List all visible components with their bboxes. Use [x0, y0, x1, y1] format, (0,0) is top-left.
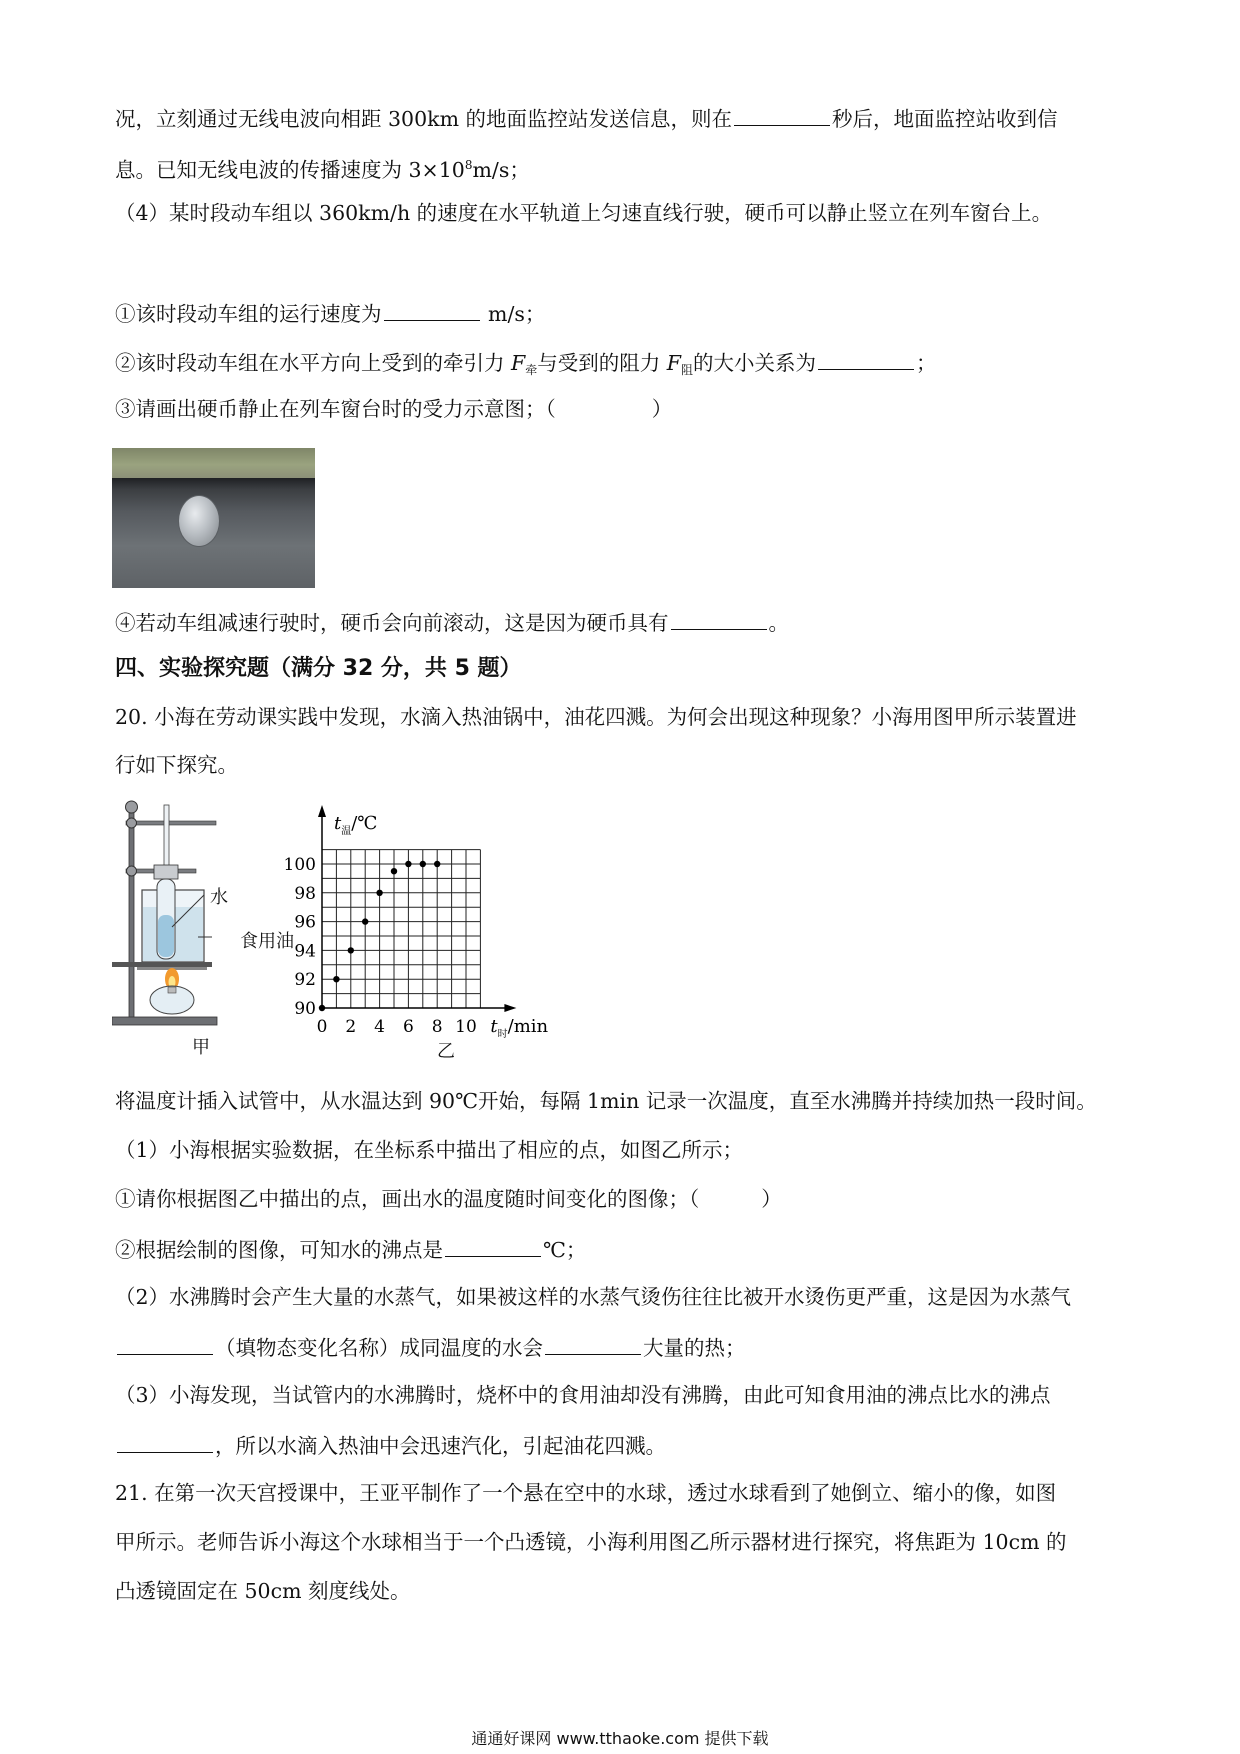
data-point: [434, 861, 440, 867]
q20-text: ②根据绘制的图像，可知水的沸点是: [115, 1238, 443, 1262]
q19-sub-1: [115, 298, 1125, 328]
q20-text: ℃；: [543, 1238, 587, 1262]
q20-part-2-line-1: （2）水沸腾时会产生大量的水蒸气，如果被这样的水蒸气烫伤往往比被开水烫伤更严重，这是因为水蒸气: [115, 1285, 1072, 1309]
data-point: [362, 918, 368, 924]
caption-yi: 乙: [437, 1041, 455, 1062]
x-tick-label: 2: [345, 1017, 357, 1037]
y-tick-label: 100: [283, 855, 316, 875]
x-tick-label: 4: [374, 1017, 386, 1037]
data-point: [348, 947, 354, 953]
x-tick-label: 0: [316, 1017, 328, 1037]
answer-blank[interactable]: [818, 347, 914, 370]
answer-blank[interactable]: [117, 1430, 213, 1453]
q19-text: 。: [768, 611, 789, 635]
x-tick-label: 8: [431, 1017, 443, 1037]
page-footer: 通通好课网 www.tthaoke.com 提供下载: [471, 1729, 769, 1748]
y-tick-label: 96: [294, 912, 316, 933]
q20-intro-1: 20. 小海在劳动课实践中发现，水滴入热油锅中，油花四溅。为何会出现这种现象？小海用图甲所示装置进: [115, 705, 1077, 729]
q20-procedure: 将温度计插入试管中，从水温达到 90℃开始，每隔 1min 记录一次温度，直至水沸腾并持续加热一段时间。: [115, 1089, 1097, 1113]
q19-text: 况，立刻通过无线电波向相距 300km 的地面监控站发送信息，则在: [115, 107, 733, 131]
q19-line-2: [115, 151, 1125, 184]
section-heading: 四、实验探究题（满分 32 分，共 5 题）: [115, 656, 522, 681]
y-tick-label: 98: [294, 883, 316, 904]
answer-blank[interactable]: [445, 1234, 541, 1257]
data-point: [420, 861, 426, 867]
q19-text: ③请画出硬币静止在列车窗台时的受力示意图；（: [115, 397, 556, 421]
coin-on-windowsill-photo: [112, 448, 315, 588]
q19-part-4: [115, 199, 1125, 227]
q19-text: ；: [916, 351, 937, 375]
force-subscript: 牵: [525, 363, 538, 377]
answer-blank[interactable]: [671, 607, 767, 630]
q19-text: 秒后，地面监控站收到信: [832, 107, 1058, 131]
q20-figures: [112, 795, 592, 1063]
data-point: [376, 890, 382, 896]
chart-grid: [322, 850, 480, 1008]
label-oil: 食用油: [240, 931, 294, 952]
force-symbol: F: [511, 351, 526, 375]
q20-text: （填物态变化名称）成同温度的水会: [215, 1336, 543, 1360]
q19-line-1: [115, 103, 1125, 133]
q19-text: ④若动车组减速行驶时，硬币会向前滚动，这是因为硬币具有: [115, 611, 669, 635]
y-axis-arrow: [318, 805, 326, 817]
temperature-chart: [282, 795, 582, 1063]
q19-text: 的大小关系为: [693, 351, 817, 375]
q20-part-2-line-2: [115, 1332, 1125, 1362]
q19-text: ①该时段动车组的运行速度为: [115, 302, 382, 326]
answer-blank[interactable]: [384, 298, 480, 321]
answer-blank[interactable]: [734, 103, 830, 126]
q20-part-1-2: [115, 1234, 1125, 1264]
force-symbol: F: [666, 351, 682, 375]
q20-part-1: （1）小海根据实验数据，在坐标系中描出了相应的点，如图乙所示；: [115, 1138, 744, 1162]
exponent: 8: [464, 158, 473, 172]
q19-text: （4）某时段动车组以 360km/h 的速度在水平轨道上匀速直线行驶，硬币可以静止竖立在列车窗台上。: [115, 201, 1053, 225]
q19-text: m/s；: [472, 158, 530, 182]
q21-line-3: 凸透镜固定在 50cm 刻度线处。: [115, 1579, 411, 1603]
q20-text: ，所以水滴入热油中会迅速汽化，引起油花四溅。: [215, 1434, 666, 1458]
q20-part-3-line-1: （3）小海发现，当试管内的水沸腾时，烧杯中的食用油却没有沸腾，由此可知食用油的沸点比水的沸点: [115, 1383, 1051, 1407]
q20-text: 大量的热；: [643, 1336, 746, 1360]
y-tick-label: 94: [294, 941, 316, 962]
x-tick-label: 6: [402, 1017, 414, 1037]
y-tick-label: 92: [294, 970, 316, 991]
answer-blank[interactable]: [545, 1332, 641, 1355]
q20-text: ）: [761, 1187, 782, 1211]
x-axis-arrow: [504, 1004, 516, 1012]
chart-ticks: [284, 855, 477, 1037]
q19-sub-3: [115, 395, 1125, 423]
q19-sub-2: [115, 347, 1125, 384]
q21-line-2: 甲所示。老师告诉小海这个水球相当于一个凸透镜，小海利用图乙所示器材进行探究，将焦距为 10cm 的: [115, 1530, 1067, 1554]
q20-part-3-line-2: [115, 1430, 1125, 1460]
data-point: [391, 868, 397, 874]
q20-text: ①请你根据图乙中描出的点，画出水的温度随时间变化的图像；（: [115, 1187, 700, 1211]
window-frame: [112, 478, 315, 490]
q19-text: 与受到的阻力: [537, 351, 667, 375]
y-axis-label: $t_温/℃$: [334, 813, 378, 837]
label-water: 水: [210, 887, 228, 908]
data-point: [405, 861, 411, 867]
q19-text: m/s；: [481, 302, 546, 326]
q20-part-1-1: [115, 1185, 1125, 1213]
answer-blank[interactable]: [117, 1332, 213, 1355]
q19-text: ）: [651, 397, 673, 421]
q19-text: ②该时段动车组在水平方向上受到的牵引力: [115, 351, 512, 375]
q21-line-1: 21. 在第一次天宫授课中，王亚平制作了一个悬在空中的水球，透过水球看到了她倒立、缩小的像，如图: [115, 1481, 1057, 1505]
q20-intro-2: 行如下探究。: [115, 753, 238, 777]
coin: [178, 495, 220, 547]
caption-jia: 甲: [192, 1037, 210, 1058]
data-point: [319, 1005, 325, 1011]
data-point: [333, 976, 339, 982]
q19-sub-4: [115, 607, 1125, 637]
q19-text: 息。已知无线电波的传播速度为 3×10: [115, 158, 465, 182]
x-tick-label: 10: [455, 1017, 477, 1037]
force-subscript: 阻: [681, 363, 694, 377]
y-tick-label: 90: [294, 999, 316, 1019]
x-axis-label: $t_时/\min$: [490, 1016, 549, 1040]
